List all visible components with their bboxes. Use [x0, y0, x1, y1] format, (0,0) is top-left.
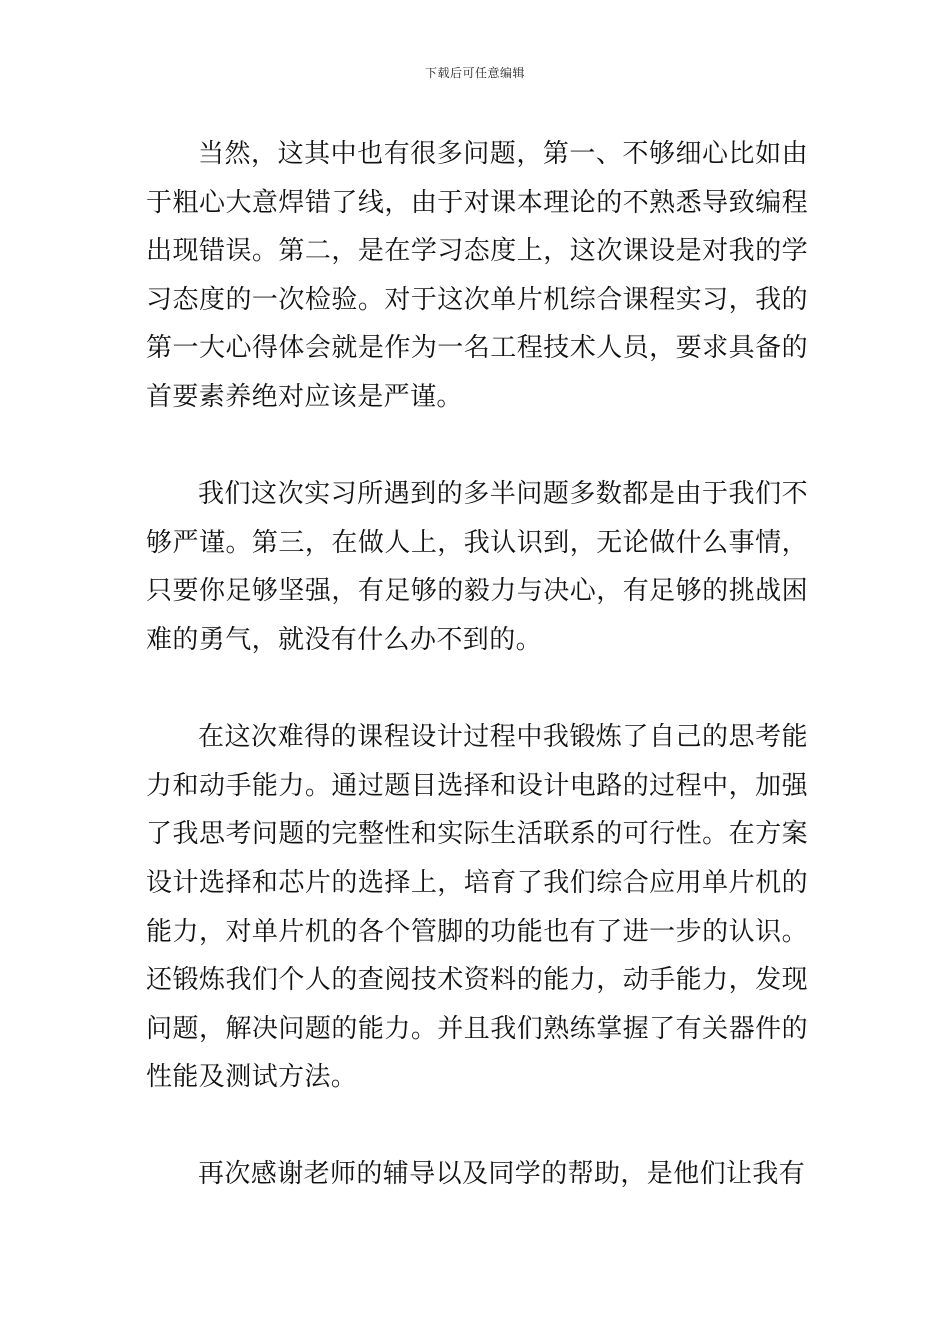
- paragraph-3: 在这次难得的课程设计过程中我锻炼了自己的思考能力和动手能力。通过题目选择和设计电路的过程中，加强了我思考问题的完整性和实际生活联系的可行性。在方案设计选择和芯片的选择上，培育了我们综合应用单片机的能力，对单片机的各个管脚的功能也有了进一步的认识。还锻炼我们个人的查阅技术资料的能力，动手能力，发现问题，解决问题的能力。并且我们熟练掌握了有关器件的性能及测试方法。: [146, 722, 808, 1093]
- paragraph-1: 当然，这其中也有很多问题，第一、不够细心比如由于粗心大意焊错了线，由于对课本理论的不熟悉导致编程出现错误。第二，是在学习态度上，这次课设是对我的学习态度的一次检验。对于这次单片机综合课程实习，我的第一大心得体会就是作为一名工程技术人员，要求具备的首要素养绝对应该是严谨。: [146, 139, 808, 412]
- page-header: 下载后可任意编辑: [424, 66, 525, 80]
- paragraph-2: 我们这次实习所遇到的多半问题多数都是由于我们不够严谨。第三，在做人上，我认识到，无论做什么事情，只要你足够坚强，有足够的毅力与决心，有足够的挑战困难的勇气，就没有什么办不到的。: [146, 479, 808, 655]
- paragraph-4: 再次感谢老师的辅导以及同学的帮助，是他们让我有: [198, 1159, 806, 1190]
- document-body: [146, 130, 808, 1199]
